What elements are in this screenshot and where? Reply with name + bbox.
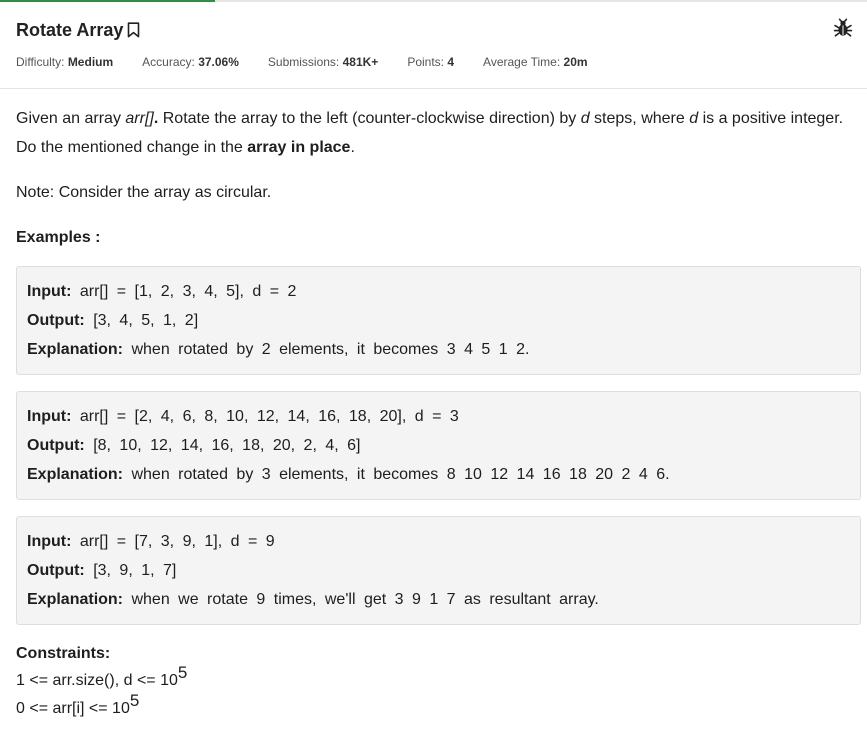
desc-text: is a positive integer. Do the mentioned change in the: [16, 110, 844, 156]
output-label: Output:: [27, 312, 85, 329]
progress-line: [0, 0, 867, 2]
output-label: Output:: [27, 562, 85, 579]
desc-d: d: [689, 110, 699, 127]
explanation-value: when we rotate 9 times, we'll get 3 9 1 7 as resultant array.: [123, 591, 599, 608]
meta-value: 4: [447, 55, 455, 69]
input-label: Input:: [27, 408, 72, 425]
constraint-text: 0 <= arr[i] <= 10: [16, 700, 130, 717]
input-label: Input:: [27, 533, 72, 550]
example-output: [27, 431, 850, 460]
meta-difficulty: [16, 55, 113, 69]
meta-submissions: [268, 55, 378, 69]
example-input: [27, 527, 850, 556]
example-output: [27, 556, 850, 585]
desc-bold: array in place: [247, 139, 351, 156]
example-explanation: [27, 460, 850, 489]
meta-average-time: [483, 55, 588, 69]
output-value: [3, 4, 5, 1, 2]: [84, 312, 199, 329]
constraint-line: [16, 691, 861, 723]
input-value: arr[] = [7, 3, 9, 1], d = 9: [71, 533, 275, 550]
constraint-exponent: 5: [129, 691, 140, 710]
example-box: [16, 516, 861, 625]
output-value: [3, 9, 1, 7]: [84, 562, 177, 579]
explanation-label: Explanation:: [27, 591, 124, 608]
desc-text: Given an array: [16, 110, 126, 127]
example-box: [16, 391, 861, 500]
header-divider: [0, 88, 867, 89]
meta-value: Medium: [67, 55, 114, 69]
input-value: arr[] = [2, 4, 6, 8, 10, 12, 14, 16, 18, 20], d = 3: [71, 408, 459, 425]
meta-accuracy: [142, 55, 239, 69]
meta-value: 37.06%: [198, 55, 239, 69]
problem-statement: [16, 104, 861, 723]
example-input: [27, 402, 850, 431]
problem-title: Rotate Array: [16, 19, 124, 40]
meta-points: [407, 55, 454, 69]
desc-text: .: [350, 139, 355, 156]
constraint-exponent: 5: [177, 663, 188, 682]
desc-text: steps, where: [589, 110, 690, 127]
problem-description: [16, 104, 861, 162]
problem-header: [16, 16, 859, 44]
explanation-label: Explanation:: [27, 466, 124, 483]
problem-meta: [16, 55, 617, 69]
bug-icon[interactable]: [833, 18, 853, 38]
examples-heading: Examples :: [16, 229, 101, 246]
example-explanation: [27, 335, 850, 364]
example-explanation: [27, 585, 850, 614]
constraint-line: [16, 663, 861, 695]
example-output: [27, 306, 850, 335]
input-label: Input:: [27, 283, 72, 300]
explanation-value: when rotated by 3 elements, it becomes 8 10 12 14 16 18 20 2 4 6.: [123, 466, 670, 483]
desc-d: d: [580, 110, 590, 127]
constraint-text: 1 <= arr.size(), d <= 10: [16, 672, 178, 689]
meta-label: Accuracy:: [142, 55, 195, 69]
bookmark-icon[interactable]: [127, 21, 143, 39]
meta-label: Difficulty:: [16, 55, 65, 69]
meta-label: Submissions:: [267, 55, 340, 69]
explanation-label: Explanation:: [27, 341, 124, 358]
desc-arr: arr[]: [125, 110, 154, 127]
meta-label: Points:: [407, 55, 444, 69]
constraints-heading: Constraints:: [16, 645, 111, 662]
output-value: [8, 10, 12, 14, 16, 18, 20, 2, 4, 6]: [84, 437, 361, 454]
desc-text: Rotate the array to the left (counter-clockwise direction) by: [158, 110, 581, 127]
input-value: arr[] = [1, 2, 3, 4, 5], d = 2: [71, 283, 297, 300]
progress-line-fill: [0, 0, 215, 2]
desc-dot: .: [153, 110, 159, 127]
problem-note: Note: Consider the array as circular.: [16, 184, 272, 201]
example-input: [27, 277, 850, 306]
explanation-value: when rotated by 2 elements, it becomes 3 4 5 1 2.: [123, 341, 530, 358]
meta-value: 481K+: [342, 55, 379, 69]
example-box: [16, 266, 861, 375]
meta-label: Average Time:: [483, 55, 561, 69]
meta-value: 20m: [563, 55, 588, 69]
output-label: Output:: [27, 437, 85, 454]
